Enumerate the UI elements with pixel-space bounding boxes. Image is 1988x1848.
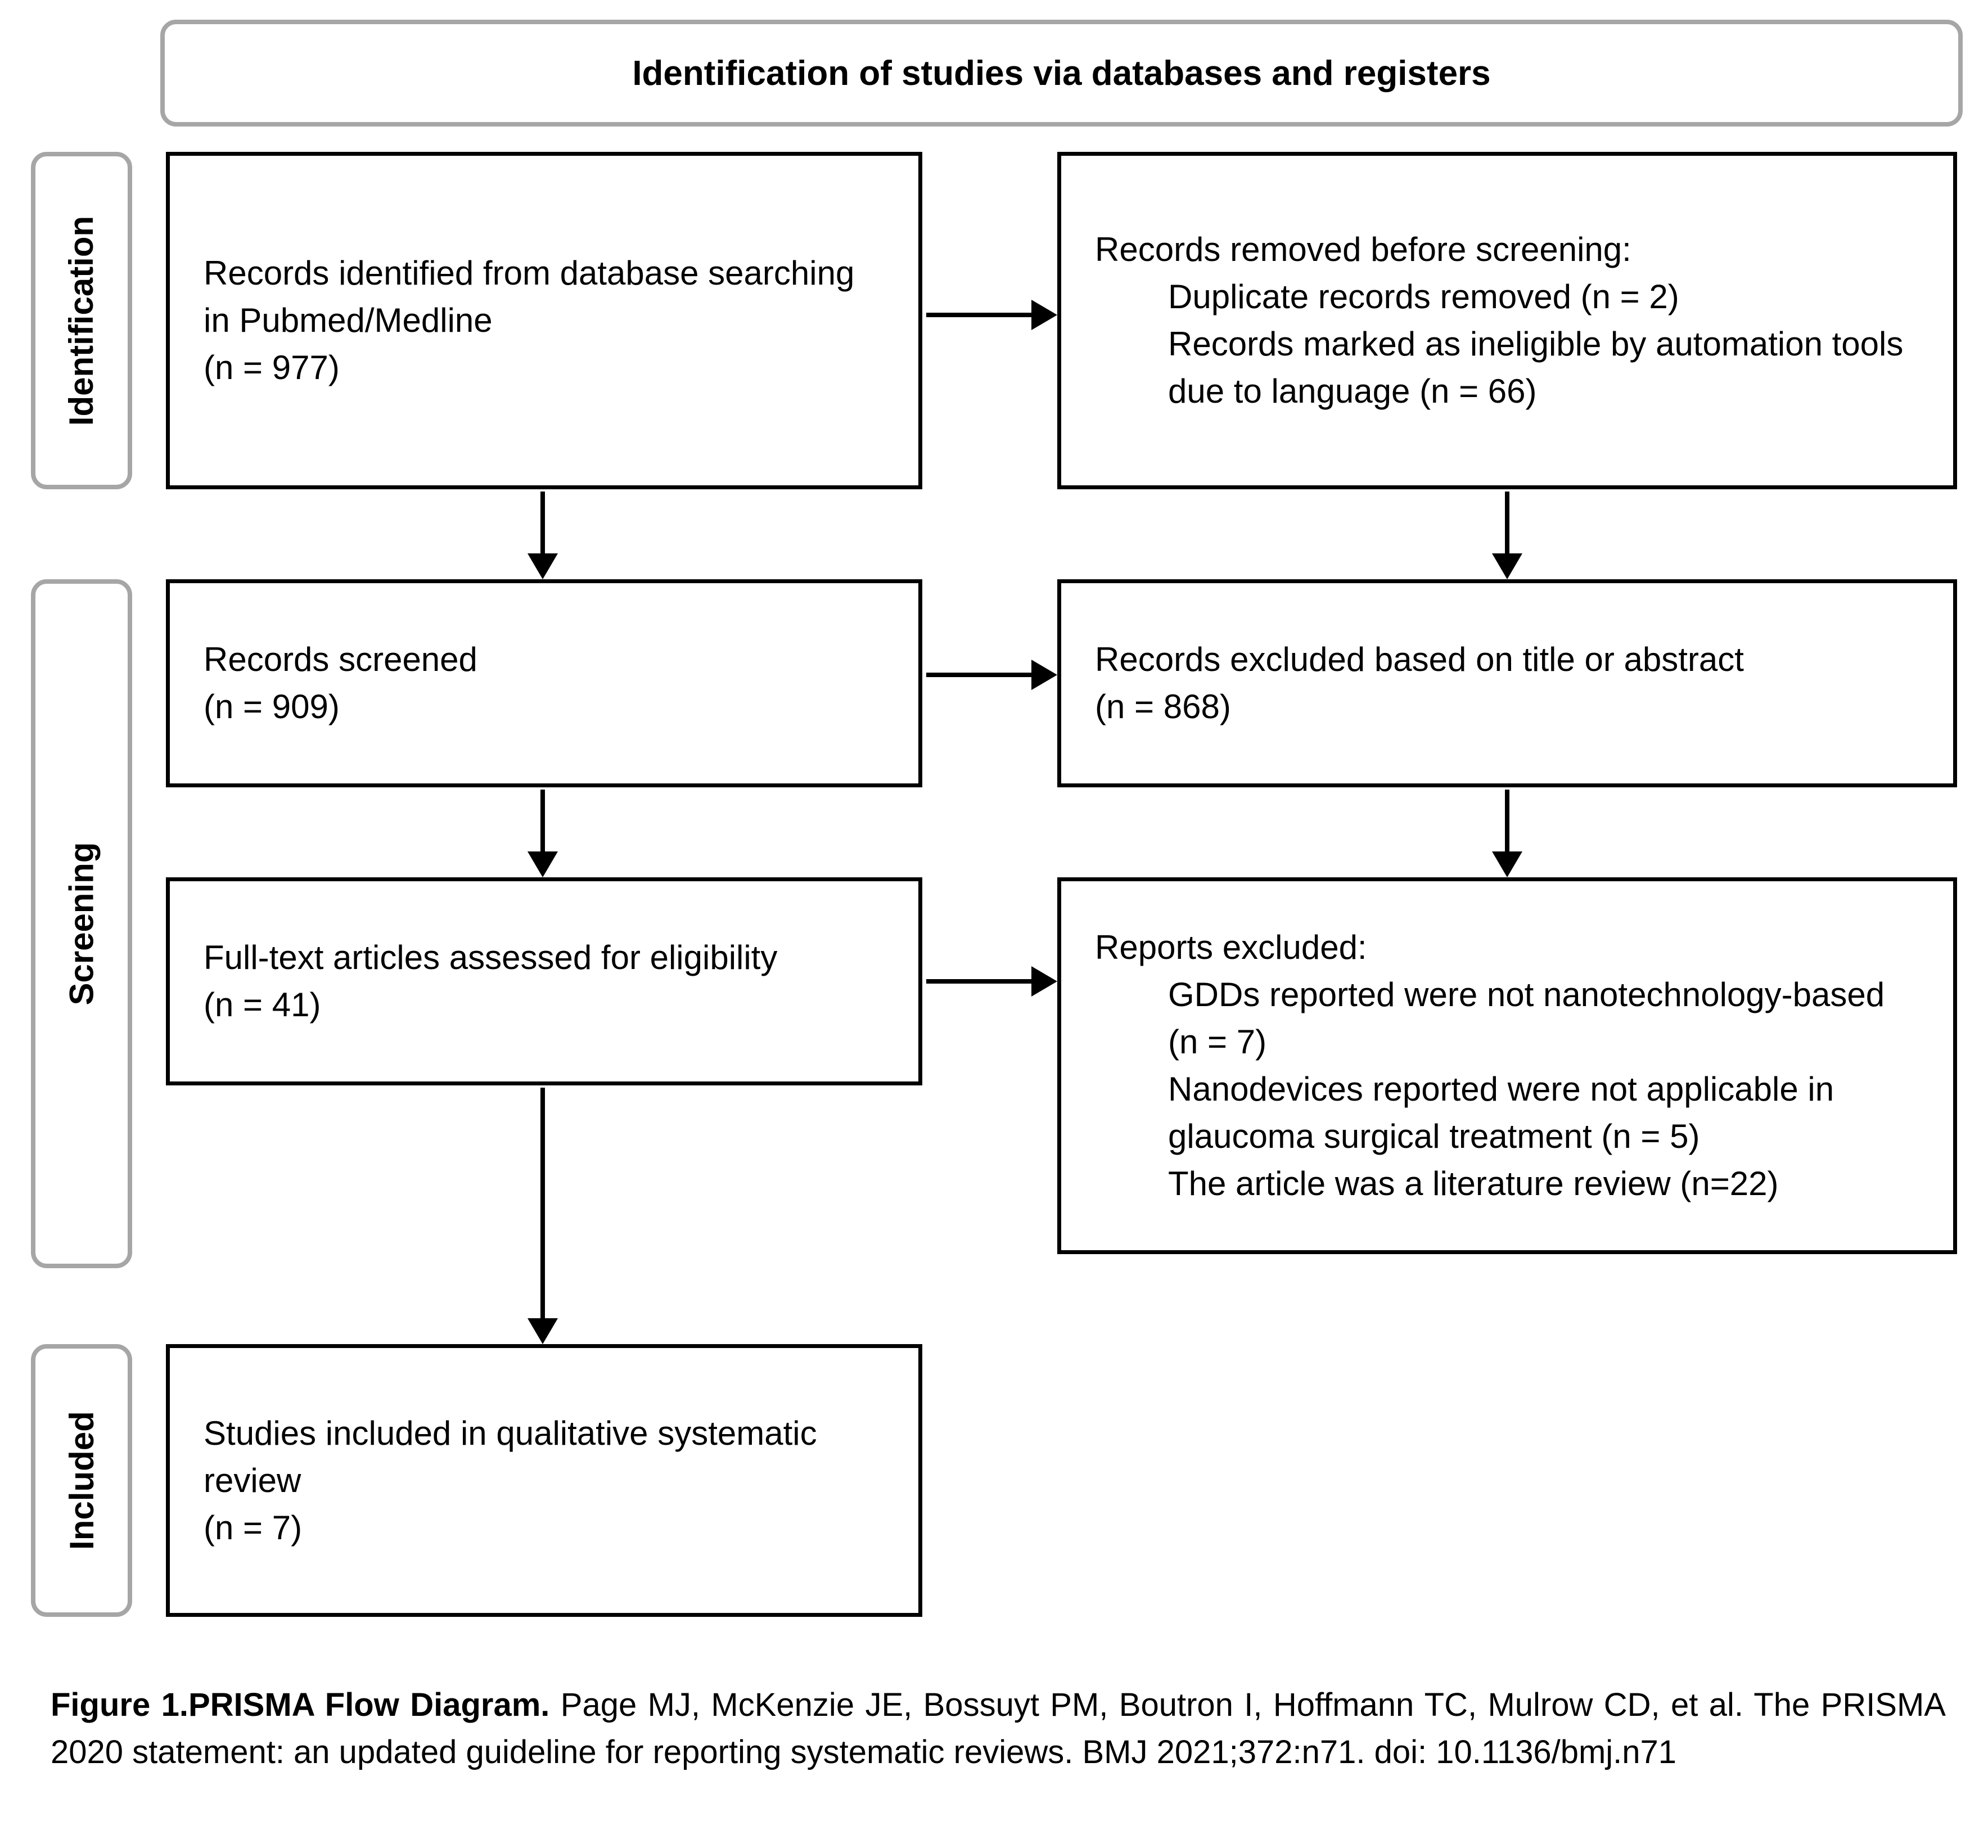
stage-label-identification (31, 152, 132, 489)
arrow-right-identified-to-removed-icon (926, 313, 1033, 317)
box-count: (n = 41) (204, 986, 321, 1024)
box-text: Studies included in qualitative systematic review (204, 1414, 817, 1499)
arrow-right-fulltext-to-reports-icon (926, 979, 1033, 984)
box-text: Records removed before screening: (1095, 231, 1631, 268)
box-studies-included (166, 1344, 922, 1617)
box-fulltext-assessed (166, 877, 922, 1085)
box-text: GDDs reported were not nanotechnology-based (n = 7) (1168, 976, 1885, 1061)
arrowhead-down-icon (528, 851, 558, 877)
stage-label-included-text: Included (62, 1411, 101, 1550)
arrow-down-identified-to-screened-icon (540, 492, 545, 555)
box-text: Records marked as ineligible by automation tools due to language (n = 66) (1168, 325, 1904, 410)
arrowhead-right-icon (1031, 300, 1057, 330)
figure-caption (51, 1682, 1946, 1775)
box-text: Records excluded based on title or abstract (1095, 641, 1744, 678)
stage-label-included (31, 1344, 132, 1617)
stage-label-screening (31, 579, 132, 1268)
box-records-screened (166, 579, 922, 787)
box-text: Reports excluded: (1095, 928, 1367, 966)
box-text: Records identified from database searching in Pubmed/Medline (204, 254, 855, 339)
stage-label-screening-text: Screening (62, 842, 101, 1006)
box-text: The article was a literature review (n=22) (1168, 1165, 1779, 1202)
arrowhead-down-icon (528, 1318, 558, 1344)
arrowhead-right-icon (1031, 660, 1057, 690)
box-records-removed (1057, 152, 1957, 489)
figure-caption-text: Page MJ, McKenzie JE, Bossuyt PM, Boutron I, Hoffmann TC, Mulrow CD, et al. The PRISMA 2020 statement: an updated guideline for reporting systematic reviews. BMJ 2021;372:n71. doi: 10.1136/bmj.n71 (51, 1687, 1946, 1770)
arrowhead-right-icon (1031, 966, 1057, 997)
box-text: Nanodevices reported were not applicable in glaucoma surgical treatment (n = 5) (1168, 1070, 1834, 1155)
arrow-right-screened-to-excluded-icon (926, 673, 1033, 677)
box-count: (n = 909) (204, 688, 340, 725)
diagram-header (160, 20, 1963, 127)
box-records-identified (166, 152, 922, 489)
arrowhead-down-icon (1492, 553, 1522, 579)
box-text: Full-text articles assessed for eligibility (204, 939, 778, 976)
stage-label-identification-text: Identification (62, 215, 101, 426)
figure-caption-title: Figure 1.PRISMA Flow Diagram. (51, 1687, 550, 1723)
box-reports-excluded (1057, 877, 1957, 1254)
arrowhead-down-icon (1492, 851, 1522, 877)
box-text: Duplicate records removed (n = 2) (1168, 278, 1679, 315)
arrow-down-excluded-to-reports-icon (1505, 790, 1509, 853)
arrow-down-screened-to-fulltext-icon (540, 790, 545, 853)
box-count: (n = 868) (1095, 688, 1231, 725)
arrow-down-removed-to-excluded-icon (1505, 492, 1509, 555)
arrow-down-fulltext-to-included-icon (540, 1088, 545, 1321)
diagram-title: Identification of studies via databases and registers (632, 53, 1491, 93)
box-records-excluded (1057, 579, 1957, 787)
box-count: (n = 977) (204, 349, 340, 386)
box-text: Records screened (204, 641, 477, 678)
box-count: (n = 7) (204, 1508, 303, 1547)
arrowhead-down-icon (528, 553, 558, 579)
